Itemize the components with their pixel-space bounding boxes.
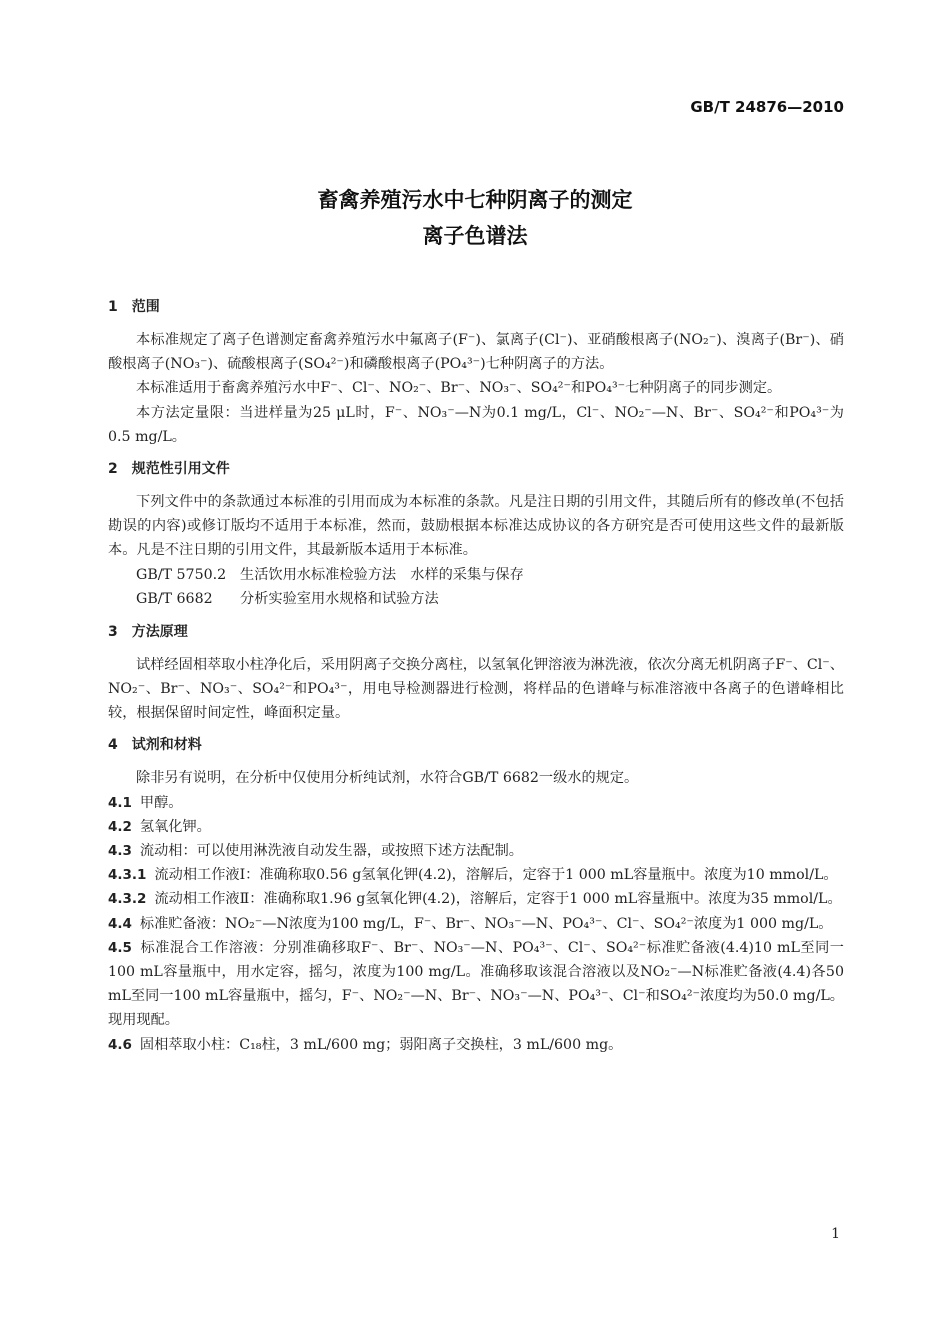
clause-text: 固相萃取小柱：C₁₈柱，3 mL/600 mg；弱阳离子交换柱，3 mL/600 mg。 xyxy=(139,1036,623,1053)
reagents-intro: 除非另有说明，在分析中仅使用分析纯试剂，水符合GB/T 6682一级水的规定。 xyxy=(136,770,639,787)
clause-number: 4.2 xyxy=(108,818,132,835)
reference-code: GB/T 6682 xyxy=(136,591,213,608)
section-heading-normative-refs: 2 规范性引用文件 xyxy=(108,461,230,478)
clause-item xyxy=(108,863,844,887)
clause-number: 4.3.1 xyxy=(108,867,147,884)
standard-code: GB/T 24876—2010 xyxy=(690,98,844,116)
reference-item xyxy=(108,563,844,588)
clause-item xyxy=(108,815,844,839)
reference-title: 生活饮用水标准检验方法 水样的采集与保存 xyxy=(240,566,524,583)
clause-text: 标准混合工作溶液：分别准确移取F⁻、Br⁻、NO₃⁻—N、PO₄³⁻、Cl⁻、SO₄²⁻标准贮备液(4.4)10 mL至同一100 mL容量瓶中，用水定容，摇匀，浓度为100 mg/L。准确移取该混合溶液以及NO₂⁻—N标准贮备液(4.4)各50 mL至同一100 mL容量瓶中，摇匀，F⁻、NO₂⁻—N、Br⁻、NO₃⁻—N、PO₄³⁻、Cl⁻和SO₄²⁻浓度均为50.0 mg/L。现用现配。 xyxy=(108,939,844,1029)
clause-item xyxy=(108,887,844,911)
clause-text: 氢氧化钾。 xyxy=(139,818,211,835)
clause-number: 4.3.2 xyxy=(108,891,147,908)
clause-number: 4.5 xyxy=(108,939,132,956)
clause-number: 4.4 xyxy=(108,915,132,932)
clause-text: 流动相：可以使用淋洗液自动发生器，或按照下述方法配制。 xyxy=(139,843,523,860)
clause-item xyxy=(108,1033,844,1057)
clause-text: 流动相工作液Ⅱ：准确称取1.96 g氢氧化钾(4.2)，溶解后，定容于1 000 mL容量瓶中。浓度为35 mmol/L。 xyxy=(154,891,842,908)
clause-number: 4.1 xyxy=(108,794,132,811)
clause-item xyxy=(108,839,844,863)
clause-text: 甲醇。 xyxy=(139,794,183,811)
clause-text: 标准贮备液：NO₂⁻—N浓度为100 mg/L，F⁻、Br⁻、NO₃⁻—N、PO₄³⁻、Cl⁻、SO₄²⁻浓度为1 000 mg/L。 xyxy=(139,915,833,932)
page-number: 1 xyxy=(831,1226,840,1242)
reference-code: GB/T 5750.2 xyxy=(136,566,227,583)
document-body xyxy=(108,296,844,1057)
scope-paragraph-1: 本标准规定了离子色谱测定畜禽养殖污水中氟离子(F⁻)、氯离子(Cl⁻)、亚硝酸根离子(NO₂⁻)、溴离子(Br⁻)、硝酸根离子(NO₃⁻)、硫酸根离子(SO₄²⁻)和磷酸根离子(PO₄³⁻)七种阴离子的方法。 xyxy=(108,332,844,373)
reference-item xyxy=(108,587,844,612)
clause-number: 4.3 xyxy=(108,843,132,860)
clause-number: 4.6 xyxy=(108,1036,132,1053)
document-title: 畜禽养殖污水中七种阴离子的测定 xyxy=(317,188,633,212)
principle-paragraph: 试样经固相萃取小柱净化后，采用阴离子交换分离柱，以氢氧化钾溶液为淋洗液，依次分离无机阴离子F⁻、Cl⁻、NO₂⁻、Br⁻、NO₃⁻、SO₄²⁻和PO₄³⁻，用电导检测器进行检测，将样品的色谱峰与标准溶液中各离子的色谱峰相比较，根据保留时间定性，峰面积定量。 xyxy=(108,656,844,722)
scope-paragraph-2: 本标准适用于畜禽养殖污水中F⁻、Cl⁻、NO₂⁻、Br⁻、NO₃⁻、SO₄²⁻和PO₄³⁻七种阴离子的同步测定。 xyxy=(136,380,782,397)
document-subtitle: 离子色谱法 xyxy=(422,224,528,248)
clause-item xyxy=(108,791,844,815)
section-heading-reagents: 4 试剂和材料 xyxy=(108,737,202,754)
normative-refs-paragraph: 下列文件中的条款通过本标准的引用而成为本标准的条款。凡是注日期的引用文件，其随后所有的修改单(不包括勘误的内容)或修订版均不适用于本标准，然而，鼓励根据本标准达成协议的各方研究是否可使用这些文件的最新版本。凡是不注日期的引用文件，其最新版本适用于本标准。 xyxy=(108,494,844,559)
clause-text: 流动相工作液Ⅰ：准确称取0.56 g氢氧化钾(4.2)，溶解后，定容于1 000 mL容量瓶中。浓度为10 mmol/L。 xyxy=(154,867,838,884)
section-heading-scope: 1 范围 xyxy=(108,299,160,315)
scope-paragraph-3: 本方法定量限：当进样量为25 μL时，F⁻、NO₃⁻—N为0.1 mg/L，Cl⁻、NO₂⁻—N、Br⁻、SO₄²⁻和PO₄³⁻为0.5 mg/L。 xyxy=(108,404,844,445)
reference-title: 分析实验室用水规格和试验方法 xyxy=(240,591,439,608)
clause-item xyxy=(108,936,844,1033)
section-heading-principle: 3 方法原理 xyxy=(108,623,188,640)
clause-item xyxy=(108,912,844,936)
